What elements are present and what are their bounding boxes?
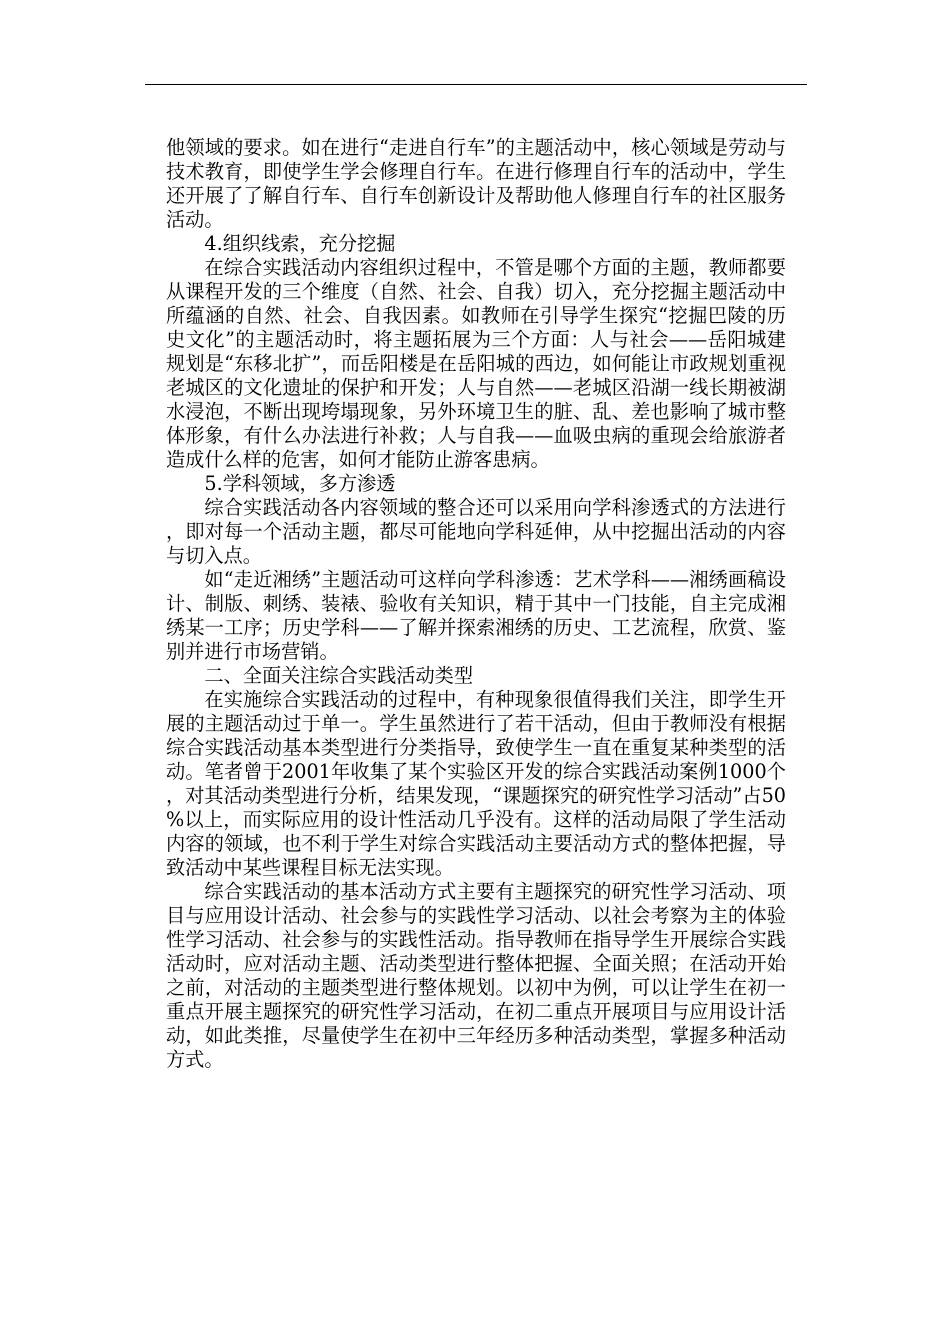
section-heading-organize-clues: 4.组织线索，充分挖掘 — [204, 232, 396, 255]
paragraph-activity-methods: 综合实践活动的基本活动方式主要有主题探究的研究性学习活动、项目与应用设计活动、社会参与的实践性学习活动、以社会考察为主的体验性学习活动、社会参与的实践性活动。指导教师在指导学生开展综合实践活动时，应对活动主题、活动类型进行整体把握、全面关照；在活动开始之前，对活动的主题类型进行整体规划。以初中为例，可以让学生在初一重点开展主题探究的研究性学习活动，在初二重点开展项目与应用设计活动，如此类推，尽量使学生在初中三年经历多种活动类型，掌握多种活动方式。 — [166, 880, 786, 1071]
section-heading-activity-types: 二、全面关注综合实践活动类型 — [204, 664, 474, 687]
header-rule — [145, 84, 807, 85]
paragraph-xiang-embroidery-example: 如“走近湘绣”主题活动可这样向学科渗透：艺术学科——湘绣画稿设计、制版、刺绣、装裱、验收有关知识，精于其中一门技能，自主完成湘绣某一工序；历史学科——了解并探索湘绣的历史、工艺流程，欣赏、鉴别并进行市场营销。 — [166, 568, 786, 663]
document-body — [166, 136, 786, 1072]
paragraph-organize-content: 在综合实践活动内容组织过程中，不管是哪个方面的主题，教师都要从课程开发的三个维度（自然、社会、自我）切入，充分挖掘主题活动中所蕴涵的自然、社会、自我因素。如教师在引导学生探究“挖掘巴陵的历史文化”的主题活动时，将主题拓展为三个方面：人与社会——岳阳城建规划是“东移北扩”，而岳阳楼是在岳阳城的西边，如何能让市政规划重视老城区的文化遗址的保护和开发；人与自然——老城区沿湖一线长期被湖水浸泡，不断出现垮塌现象，另外环境卫生的脏、乱、差也影响了城市整体形象，有什么办法进行补救；人与自我——血吸虫病的重现会给旅游者造成什么样的危害，如何才能防止游客患病。 — [166, 256, 786, 471]
paragraph-subject-integration: 综合实践活动各内容领域的整合还可以采用向学科渗透式的方法进行，即对每一个活动主题，都尽可能地向学科延伸，从中挖掘出活动的内容与切入点。 — [166, 496, 786, 567]
paragraph-bicycle-example: 他领域的要求。如在进行“走进自行车”的主题活动中，核心领域是劳动与技术教育，即使学生学会修理自行车。在进行修理自行车的活动中，学生还开展了了解自行车、自行车创新设计及帮助他人修理自行车的社区服务活动。 — [166, 136, 786, 231]
paragraph-activity-problem: 在实施综合实践活动的过程中，有种现象很值得我们关注，即学生开展的主题活动过于单一。学生虽然进行了若干活动，但由于教师没有根据综合实践活动基本类型进行分类指导，致使学生一直在重复某种类型的活动。笔者曾于2001年收集了某个实验区开发的综合实践活动案例1000个，对其活动类型进行分析，结果发现，“课题探究的研究性学习活动”占50%以上，而实际应用的设计性活动几乎没有。这样的活动局限了学生活动内容的领域，也不利于学生对综合实践活动主要活动方式的整体把握，导致活动中某些课程目标无法实现。 — [166, 688, 786, 879]
section-heading-subject-areas: 5.学科领域，多方渗透 — [204, 472, 396, 495]
